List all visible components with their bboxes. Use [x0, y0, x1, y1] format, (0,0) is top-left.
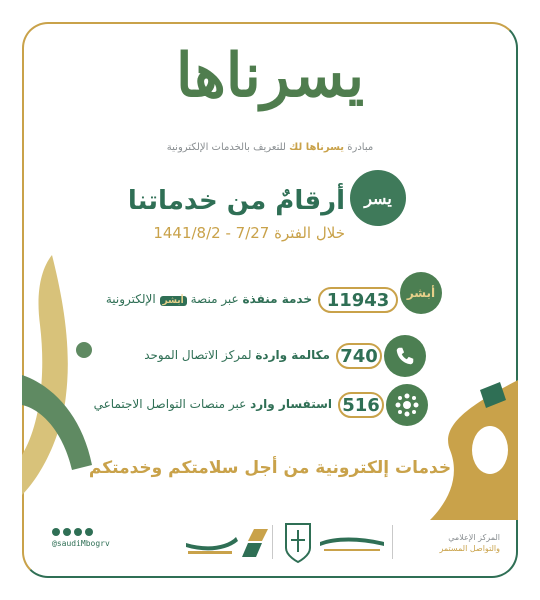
stat-label-services: خدمة منفذة عبر منصة أبشر الإلكترونية [105, 292, 312, 306]
page-title: أرقامٌ من خدماتنا [127, 186, 345, 216]
youtube-icon[interactable] [63, 528, 71, 536]
decorative-letter-right [420, 380, 518, 520]
stat-value-inquiries: 516 [338, 392, 384, 418]
tagline-rest: للتعريف بالخدمات الإلكترونية [166, 142, 286, 153]
tagline-prefix: مبادرة [347, 142, 374, 153]
tagline-highlight: يسرناها لك [289, 142, 345, 153]
snapchat-icon[interactable] [74, 528, 82, 536]
social-links [52, 528, 110, 548]
phone-call-icon [384, 335, 426, 377]
department-line-1: المركز الإعلامي [448, 533, 500, 542]
brand-logo [0, 40, 540, 112]
absher-mini-logo: أبشر [160, 296, 187, 306]
stat-label-inquiries: استفسار وارد عبر منصات التواصل الاجتماعي [93, 397, 332, 411]
department-line-2: والتواصل المستمر [439, 544, 500, 553]
government-emblem [280, 520, 390, 564]
stat-value-calls: 740 [336, 343, 382, 369]
brand-badge-icon [350, 170, 406, 226]
instagram-icon[interactable] [85, 528, 93, 536]
slogan: خدمات إلكترونية من أجل سلامتكم وخدمتكم [88, 458, 452, 478]
absher-icon: أبشر [400, 272, 442, 314]
social-icons-row [52, 528, 110, 536]
social-handle[interactable]: @saudiMbogrv [52, 539, 110, 548]
brand-tagline [0, 142, 540, 153]
footer-separator [272, 525, 273, 559]
twitter-icon[interactable] [52, 528, 60, 536]
brand-badge-mark: يسر [364, 188, 392, 208]
brand-logo-word: يسرناها [175, 41, 365, 111]
social-network-icon [386, 384, 428, 426]
department-name [390, 532, 500, 554]
initiative-mini-logo [176, 523, 276, 563]
stat-label-calls: مكالمة واردة لمركز الاتصال الموحد [144, 348, 330, 362]
stat-value-services: 11943 [318, 287, 398, 313]
period-label: خلال الفترة 7/27 - 1441/8/2 [153, 224, 345, 242]
